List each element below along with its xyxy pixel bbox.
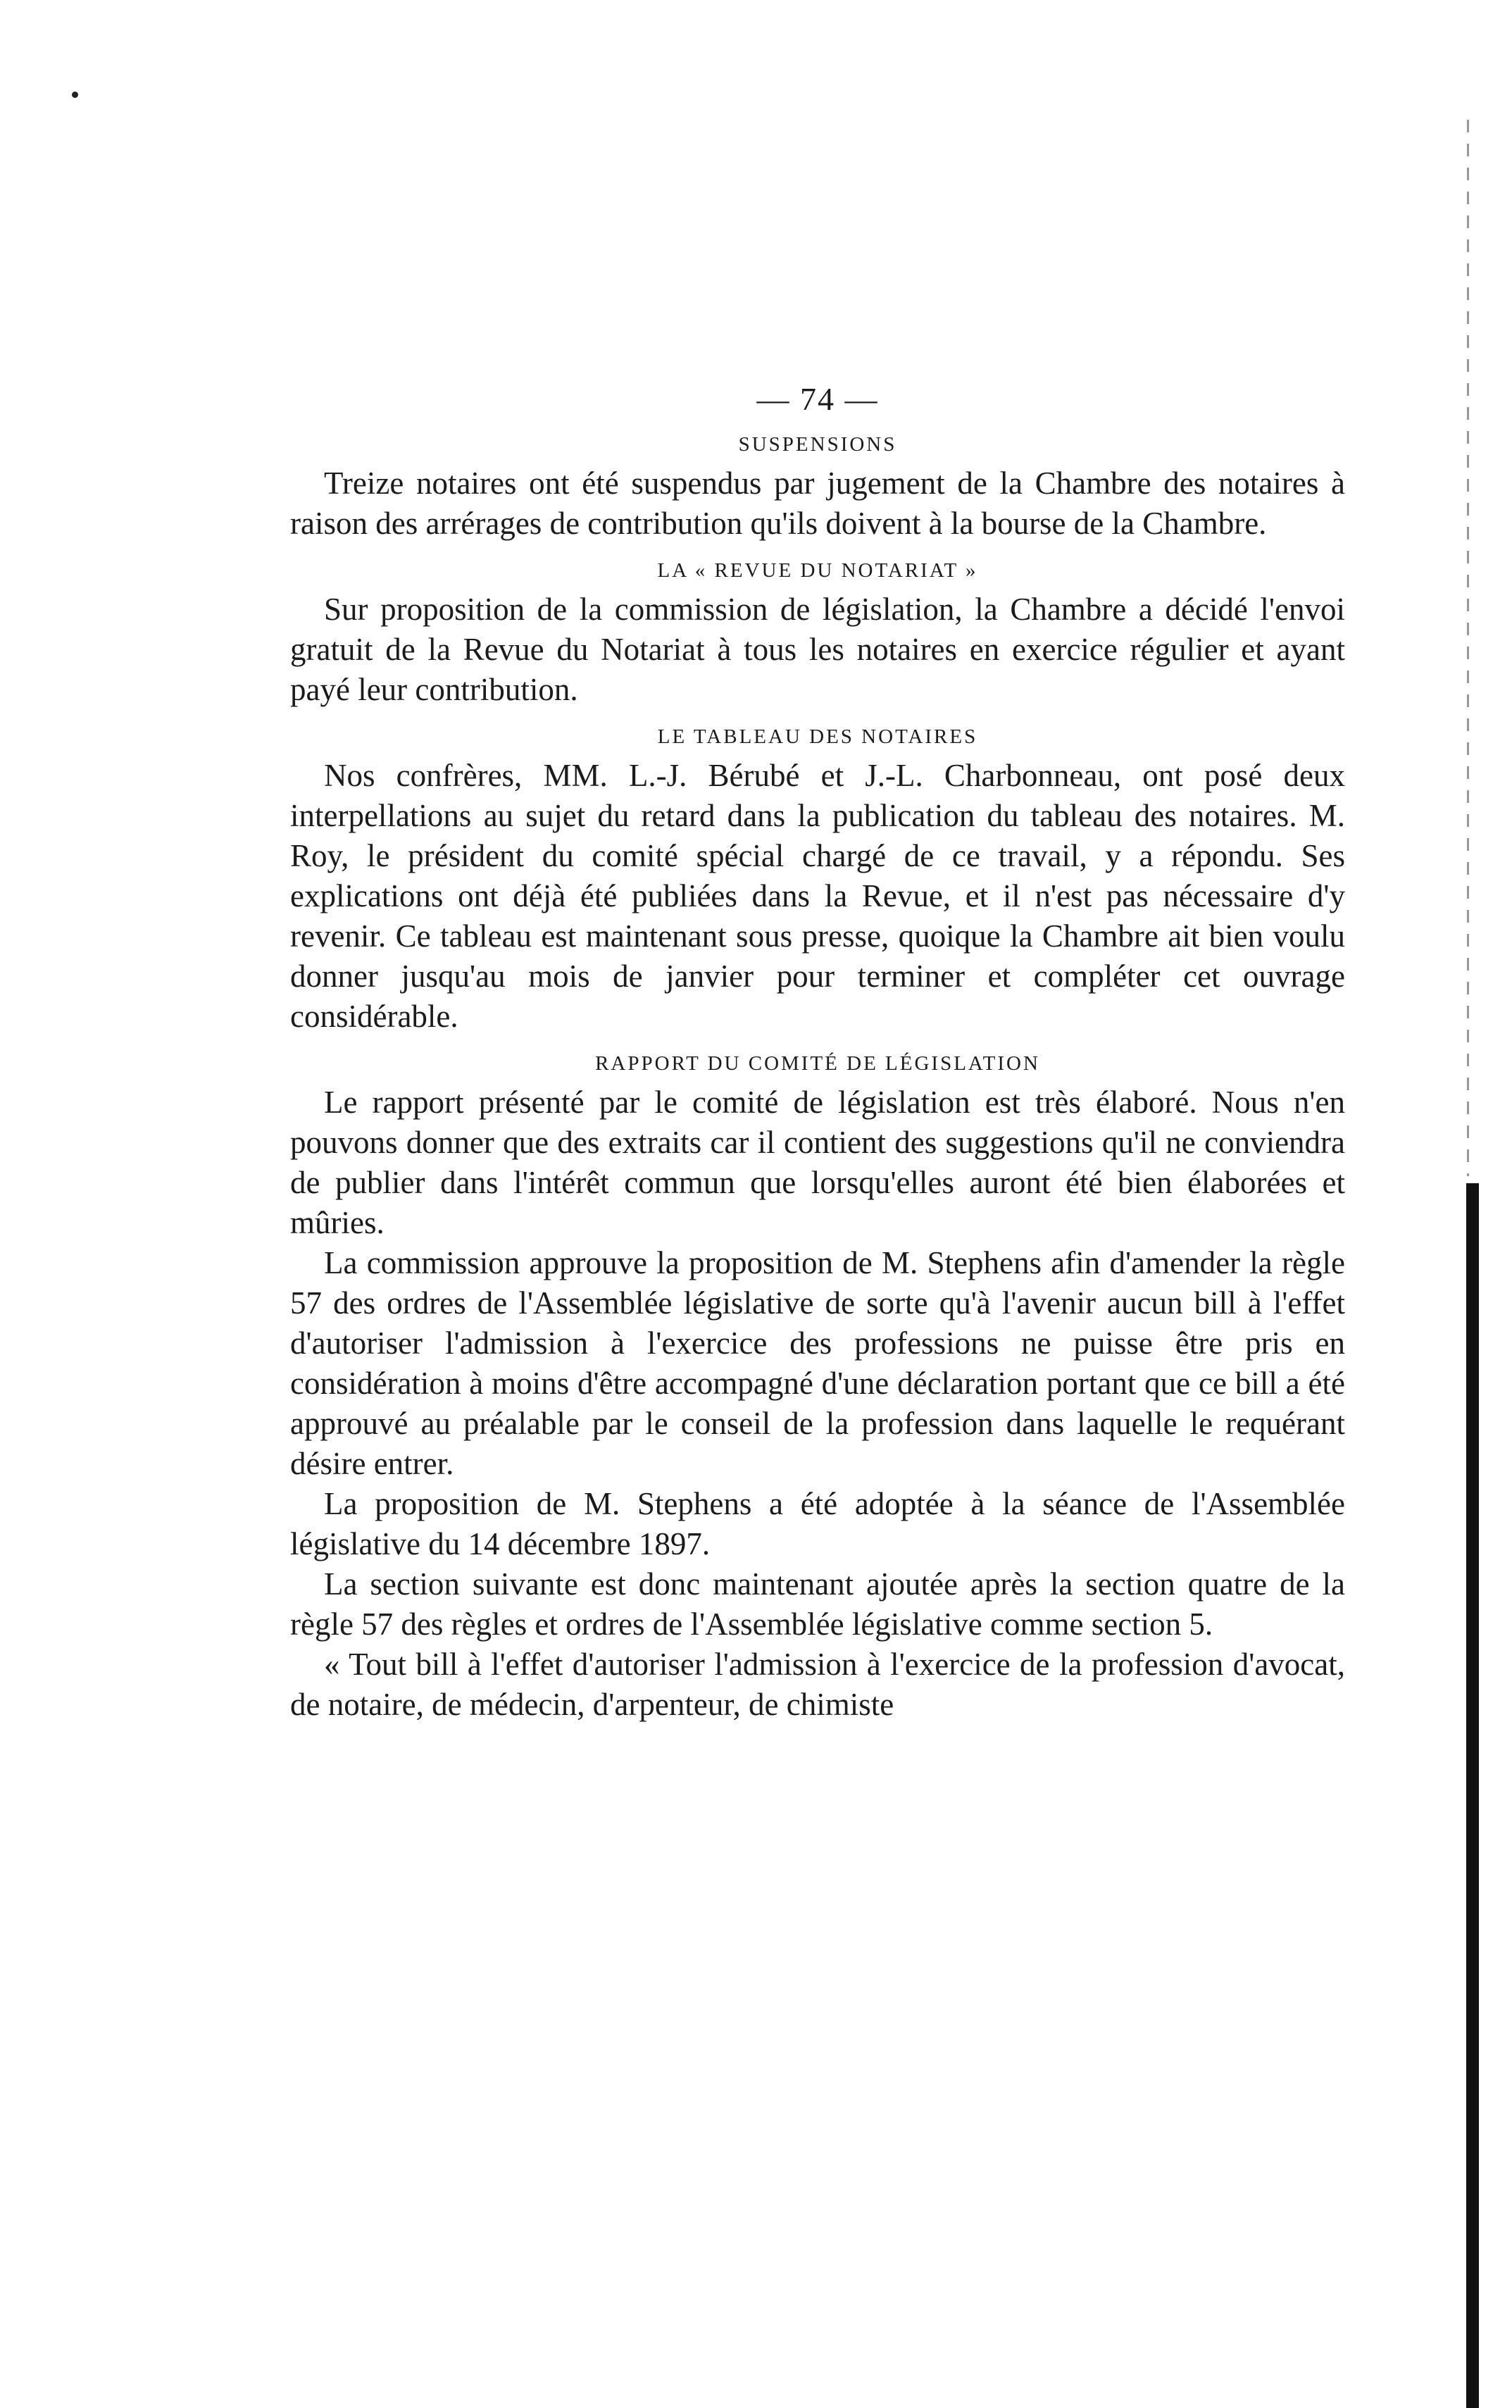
scan-edge-bar <box>1466 1183 1479 2408</box>
section-heading: LE TABLEAU DES NOTAIRES <box>657 725 978 748</box>
section-heading: LA « REVUE DU NOTARIAT » <box>657 559 978 582</box>
paragraph: Nos confrères, MM. L.-J. Bérubé et J.-L. Charbonneau, ont posé deux interpellations au sujet du retard dans la publication du tableau des notaires. M. Roy, le président du comité spécial chargé de ce travail, y a répondu. Ses explications ont déjà été publiées dans la Revue, et il n'est pas nécessaire d'y revenir. Ce tableau est maintenant sous presse, quoique la Chambre ait bien voulu donner jusqu'au mois de janvier pour terminer et compléter cet ouvrage considérable. <box>290 758 1345 1034</box>
scan-edge-line <box>1467 120 1469 1176</box>
section-suspensions <box>290 433 1345 544</box>
paragraph: La commission approuve la proposition de M. Stephens afin d'amender la règle 57 des ordres de l'Assemblée législative de sorte qu'à l'avenir aucun bill à l'effet d'autoriser l'admission à l'exercice des professions ne puisse être pris en considération à moins d'être accompagné d'une déclaration portant que ce bill a été approuvé au préalable par le conseil de la profession dans laquelle le requérant désire entrer. <box>290 1245 1345 1481</box>
section-heading: SUSPENSIONS <box>738 433 897 456</box>
paragraph: La section suivante est donc maintenant ajoutée après la section quatre de la règle 57 des règles et ordres de l'Assemblée législative comme section 5. <box>290 1566 1345 1642</box>
paragraph: Treize notaires ont été suspendus par jugement de la Chambre des notaires à raison des arrérages de contribution qu'ils doivent à la bourse de la Chambre. <box>290 466 1345 541</box>
section-tableau-des-notaires <box>290 725 1345 1037</box>
section-revue-du-notariat <box>290 559 1345 710</box>
page-number: — 74 — <box>756 381 879 417</box>
section-heading: RAPPORT DU COMITÉ DE LÉGISLATION <box>595 1052 1040 1075</box>
document-page <box>290 380 1345 1725</box>
paragraph: Le rapport présenté par le comité de législation est très élaboré. Nous n'en pouvons donner que des extraits car il contient des suggestions qu'il ne conviendra de publier dans l'intérêt commun que lorsqu'elles auront été bien élaborées et mûries. <box>290 1085 1345 1240</box>
ink-speck <box>72 92 78 98</box>
paragraph: La proposition de M. Stephens a été adoptée à la séance de l'Assemblée législative du 14 décembre 1897. <box>290 1486 1345 1561</box>
paragraph: Sur proposition de la commission de législation, la Chambre a décidé l'envoi gratuit de la Revue du Notariat à tous les notaires en exercice régulier et ayant payé leur contribution. <box>290 592 1345 707</box>
paragraph: « Tout bill à l'effet d'autoriser l'admission à l'exercice de la profession d'avocat, de notaire, de médecin, d'arpenteur, de chimiste <box>290 1647 1345 1722</box>
section-rapport-comite-legislation <box>290 1052 1345 1725</box>
